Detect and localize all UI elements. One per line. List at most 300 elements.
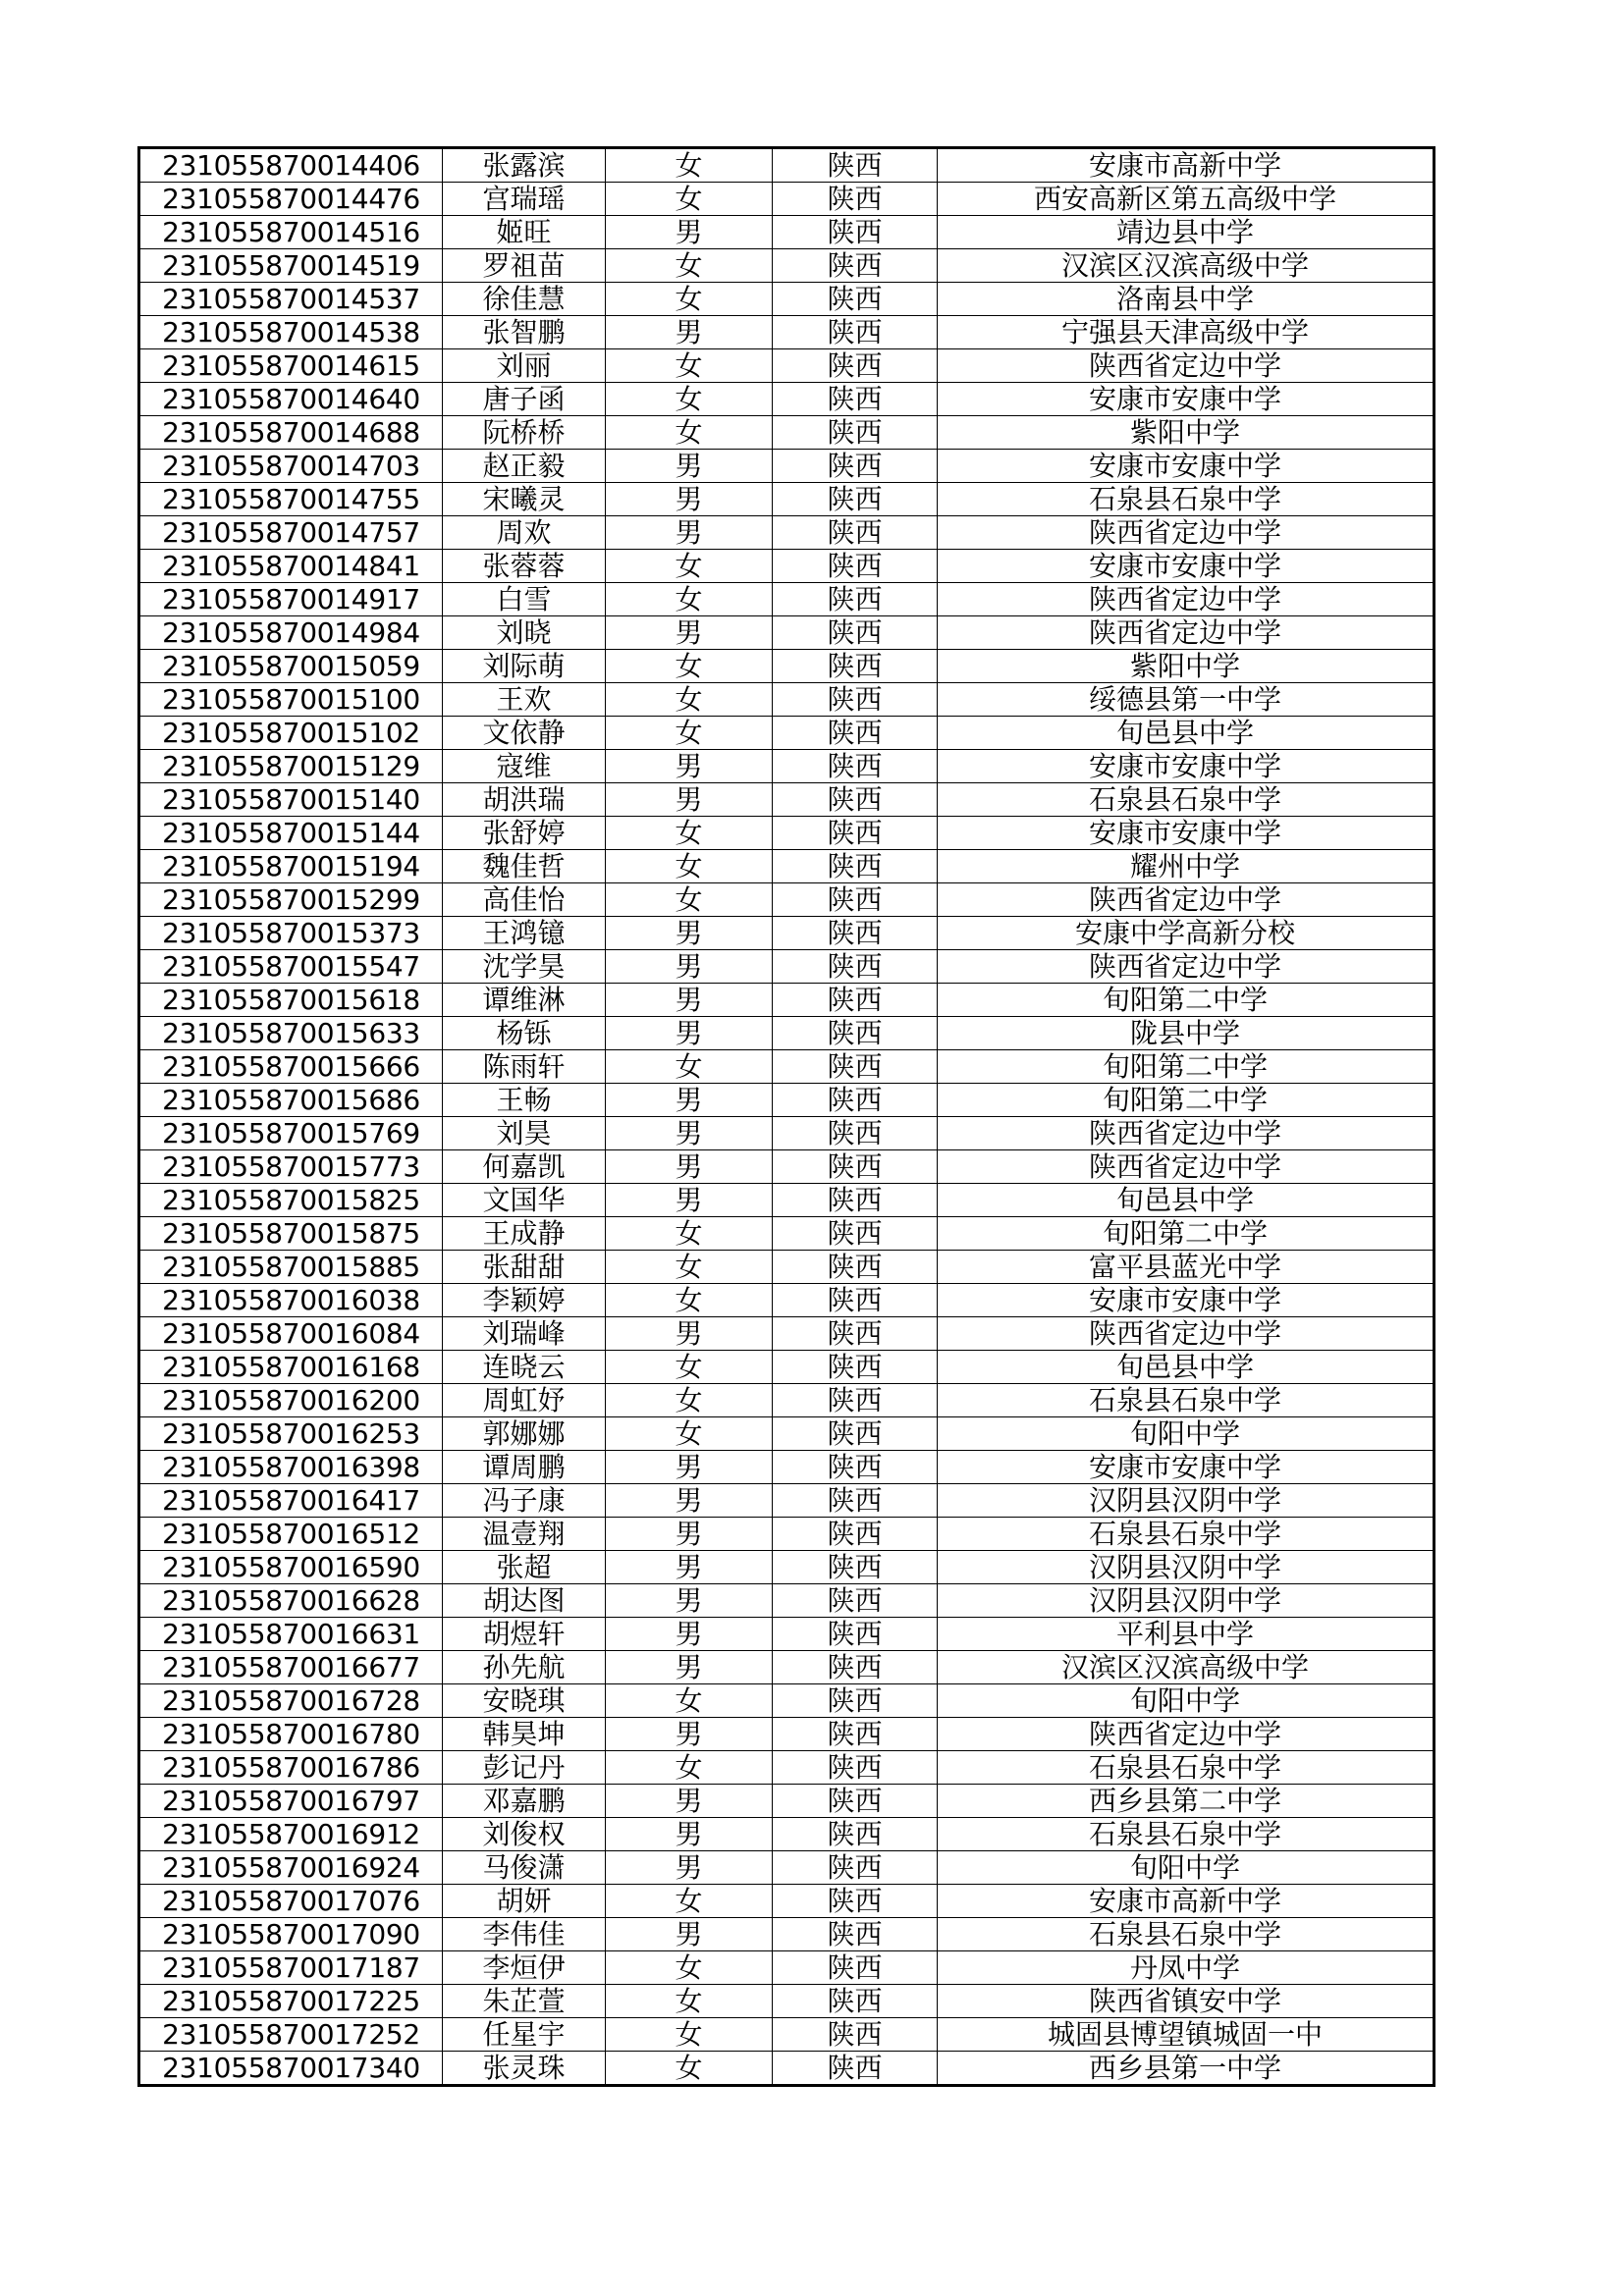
gender-cell: 男: [606, 616, 773, 650]
name-cell: 唐子函: [443, 383, 606, 416]
school-cell: 陕西省定边中学: [938, 583, 1435, 616]
exam-id-cell: 231055870014640: [139, 383, 443, 416]
school-cell: 旬阳中学: [938, 1851, 1435, 1885]
table-row: [139, 1484, 1435, 1518]
school-cell: 旬邑县中学: [938, 1351, 1435, 1384]
province-cell: 陕西: [773, 1351, 938, 1384]
school-cell: 安康市安康中学: [938, 1284, 1435, 1317]
gender-cell: 女: [606, 1251, 773, 1284]
gender-cell: 女: [606, 1751, 773, 1785]
exam-id-cell: 231055870016780: [139, 1718, 443, 1751]
province-cell: 陕西: [773, 950, 938, 984]
table-row: [139, 1751, 1435, 1785]
province-cell: 陕西: [773, 817, 938, 850]
name-cell: 刘瑞峰: [443, 1317, 606, 1351]
table-row: [139, 616, 1435, 650]
gender-cell: 女: [606, 183, 773, 216]
name-cell: 魏佳哲: [443, 850, 606, 883]
exam-id-cell: 231055870016200: [139, 1384, 443, 1417]
table-row: [139, 1851, 1435, 1885]
gender-cell: 女: [606, 1284, 773, 1317]
name-cell: 温壹翔: [443, 1518, 606, 1551]
name-cell: 邓嘉鹏: [443, 1785, 606, 1818]
province-cell: 陕西: [773, 349, 938, 383]
gender-cell: 女: [606, 550, 773, 583]
province-cell: 陕西: [773, 1584, 938, 1618]
exam-id-cell: 231055870016084: [139, 1317, 443, 1351]
province-cell: 陕西: [773, 183, 938, 216]
gender-cell: 男: [606, 1618, 773, 1651]
school-cell: 安康市安康中学: [938, 450, 1435, 483]
exam-id-cell: 231055870015100: [139, 683, 443, 717]
province-cell: 陕西: [773, 1217, 938, 1251]
province-cell: 陕西: [773, 1117, 938, 1150]
name-cell: 刘晓: [443, 616, 606, 650]
table-row: [139, 950, 1435, 984]
school-cell: 安康市高新中学: [938, 1885, 1435, 1918]
province-cell: 陕西: [773, 383, 938, 416]
table-row: [139, 1251, 1435, 1284]
name-cell: 安晓琪: [443, 1684, 606, 1718]
name-cell: 白雪: [443, 583, 606, 616]
school-cell: 汉阴县汉阴中学: [938, 1484, 1435, 1518]
school-cell: 旬阳第二中学: [938, 984, 1435, 1017]
gender-cell: 男: [606, 516, 773, 550]
school-cell: 城固县博望镇城固一中: [938, 2018, 1435, 2052]
gender-cell: 男: [606, 1084, 773, 1117]
gender-cell: 男: [606, 1117, 773, 1150]
exam-id-cell: 231055870015144: [139, 817, 443, 850]
table-row: [139, 1551, 1435, 1584]
table-row: [139, 416, 1435, 450]
table-row: [139, 148, 1435, 183]
exam-id-cell: 231055870015140: [139, 783, 443, 817]
table-row: [139, 1951, 1435, 1985]
exam-id-cell: 231055870014406: [139, 148, 443, 183]
school-cell: 旬邑县中学: [938, 717, 1435, 750]
name-cell: 刘昊: [443, 1117, 606, 1150]
name-cell: 朱芷萱: [443, 1985, 606, 2018]
name-cell: 陈雨轩: [443, 1050, 606, 1084]
table-row: [139, 783, 1435, 817]
exam-id-cell: 231055870016628: [139, 1584, 443, 1618]
table-row: [139, 1584, 1435, 1618]
province-cell: 陕西: [773, 917, 938, 950]
name-cell: 文依静: [443, 717, 606, 750]
school-cell: 安康市高新中学: [938, 148, 1435, 183]
province-cell: 陕西: [773, 483, 938, 516]
school-cell: 陇县中学: [938, 1017, 1435, 1050]
exam-id-cell: 231055870014841: [139, 550, 443, 583]
name-cell: 冯子康: [443, 1484, 606, 1518]
name-cell: 孙先航: [443, 1651, 606, 1684]
school-cell: 陕西省定边中学: [938, 950, 1435, 984]
province-cell: 陕西: [773, 1050, 938, 1084]
table-row: [139, 249, 1435, 283]
name-cell: 李烜伊: [443, 1951, 606, 1985]
exam-id-cell: 231055870015773: [139, 1150, 443, 1184]
school-cell: 石泉县石泉中学: [938, 783, 1435, 817]
school-cell: 平利县中学: [938, 1618, 1435, 1651]
gender-cell: 男: [606, 1918, 773, 1951]
province-cell: 陕西: [773, 1718, 938, 1751]
table-row: [139, 1918, 1435, 1951]
school-cell: 靖边县中学: [938, 216, 1435, 249]
school-cell: 旬阳第二中学: [938, 1084, 1435, 1117]
province-cell: 陕西: [773, 1451, 938, 1484]
province-cell: 陕西: [773, 450, 938, 483]
table-row: [139, 717, 1435, 750]
exam-id-cell: 231055870014516: [139, 216, 443, 249]
gender-cell: 男: [606, 316, 773, 349]
school-cell: 陕西省镇安中学: [938, 1985, 1435, 2018]
exam-id-cell: 231055870017225: [139, 1985, 443, 2018]
name-cell: 张舒婷: [443, 817, 606, 850]
table-row: [139, 2018, 1435, 2052]
exam-id-cell: 231055870015686: [139, 1084, 443, 1117]
province-cell: 陕西: [773, 2052, 938, 2086]
name-cell: 寇维: [443, 750, 606, 783]
school-cell: 西乡县第一中学: [938, 2052, 1435, 2086]
province-cell: 陕西: [773, 516, 938, 550]
gender-cell: 女: [606, 1351, 773, 1384]
name-cell: 胡达图: [443, 1584, 606, 1618]
province-cell: 陕西: [773, 717, 938, 750]
name-cell: 马俊潇: [443, 1851, 606, 1885]
exam-id-cell: 231055870017076: [139, 1885, 443, 1918]
exam-id-cell: 231055870015666: [139, 1050, 443, 1084]
table-row: [139, 917, 1435, 950]
table-row: [139, 1150, 1435, 1184]
school-cell: 汉滨区汉滨高级中学: [938, 249, 1435, 283]
province-cell: 陕西: [773, 2018, 938, 2052]
table-row: [139, 1084, 1435, 1117]
school-cell: 陕西省定边中学: [938, 883, 1435, 917]
table-row: [139, 1184, 1435, 1217]
student-table: [137, 146, 1435, 2087]
table-row: [139, 683, 1435, 717]
table-row: [139, 283, 1435, 316]
table-row: [139, 1217, 1435, 1251]
school-cell: 旬阳中学: [938, 1684, 1435, 1718]
table-row: [139, 1017, 1435, 1050]
province-cell: 陕西: [773, 783, 938, 817]
name-cell: 刘丽: [443, 349, 606, 383]
school-cell: 陕西省定边中学: [938, 1150, 1435, 1184]
table-row: [139, 583, 1435, 616]
school-cell: 紫阳中学: [938, 650, 1435, 683]
school-cell: 石泉县石泉中学: [938, 1818, 1435, 1851]
school-cell: 紫阳中学: [938, 416, 1435, 450]
school-cell: 西乡县第二中学: [938, 1785, 1435, 1818]
name-cell: 连晓云: [443, 1351, 606, 1384]
gender-cell: 男: [606, 1851, 773, 1885]
gender-cell: 女: [606, 249, 773, 283]
table-row: [139, 483, 1435, 516]
exam-id-cell: 231055870016038: [139, 1284, 443, 1317]
name-cell: 张甜甜: [443, 1251, 606, 1284]
province-cell: 陕西: [773, 683, 938, 717]
gender-cell: 女: [606, 148, 773, 183]
gender-cell: 男: [606, 1785, 773, 1818]
gender-cell: 女: [606, 883, 773, 917]
table-row: [139, 1451, 1435, 1484]
name-cell: 王欢: [443, 683, 606, 717]
table-row: [139, 349, 1435, 383]
table-row: [139, 1351, 1435, 1384]
name-cell: 王畅: [443, 1084, 606, 1117]
province-cell: 陕西: [773, 1751, 938, 1785]
province-cell: 陕西: [773, 1084, 938, 1117]
gender-cell: 女: [606, 349, 773, 383]
name-cell: 彭记丹: [443, 1751, 606, 1785]
school-cell: 安康市安康中学: [938, 750, 1435, 783]
name-cell: 徐佳慧: [443, 283, 606, 316]
name-cell: 张智鹏: [443, 316, 606, 349]
name-cell: 胡妍: [443, 1885, 606, 1918]
gender-cell: 女: [606, 850, 773, 883]
school-cell: 汉阴县汉阴中学: [938, 1551, 1435, 1584]
gender-cell: 女: [606, 650, 773, 683]
exam-id-cell: 231055870014984: [139, 616, 443, 650]
table-row: [139, 1384, 1435, 1417]
province-cell: 陕西: [773, 283, 938, 316]
province-cell: 陕西: [773, 1150, 938, 1184]
name-cell: 张蓉蓉: [443, 550, 606, 583]
table-row: [139, 550, 1435, 583]
province-cell: 陕西: [773, 583, 938, 616]
school-cell: 陕西省定边中学: [938, 1718, 1435, 1751]
exam-id-cell: 231055870015825: [139, 1184, 443, 1217]
table-row: [139, 2052, 1435, 2086]
gender-cell: 男: [606, 483, 773, 516]
school-cell: 陕西省定边中学: [938, 349, 1435, 383]
table-row: [139, 183, 1435, 216]
province-cell: 陕西: [773, 1918, 938, 1951]
exam-id-cell: 231055870016786: [139, 1751, 443, 1785]
school-cell: 丹凤中学: [938, 1951, 1435, 1985]
province-cell: 陕西: [773, 316, 938, 349]
name-cell: 胡煜轩: [443, 1618, 606, 1651]
province-cell: 陕西: [773, 750, 938, 783]
table-row: [139, 1618, 1435, 1651]
exam-id-cell: 231055870015618: [139, 984, 443, 1017]
gender-cell: 男: [606, 1718, 773, 1751]
gender-cell: 男: [606, 750, 773, 783]
province-cell: 陕西: [773, 148, 938, 183]
table-row: [139, 216, 1435, 249]
province-cell: 陕西: [773, 1417, 938, 1451]
province-cell: 陕西: [773, 1384, 938, 1417]
name-cell: 张露滨: [443, 148, 606, 183]
gender-cell: 女: [606, 583, 773, 616]
school-cell: 绥德县第一中学: [938, 683, 1435, 717]
name-cell: 韩昊坤: [443, 1718, 606, 1751]
gender-cell: 男: [606, 950, 773, 984]
exam-id-cell: 231055870016797: [139, 1785, 443, 1818]
gender-cell: 男: [606, 984, 773, 1017]
gender-cell: 男: [606, 1551, 773, 1584]
gender-cell: 女: [606, 1217, 773, 1251]
exam-id-cell: 231055870014917: [139, 583, 443, 616]
table-row: [139, 1818, 1435, 1851]
gender-cell: 男: [606, 1484, 773, 1518]
exam-id-cell: 231055870016253: [139, 1417, 443, 1451]
school-cell: 旬阳中学: [938, 1417, 1435, 1451]
exam-id-cell: 231055870015129: [139, 750, 443, 783]
exam-id-cell: 231055870014519: [139, 249, 443, 283]
exam-id-cell: 231055870014703: [139, 450, 443, 483]
table-row: [139, 1317, 1435, 1351]
table-row: [139, 1684, 1435, 1718]
exam-id-cell: 231055870016590: [139, 1551, 443, 1584]
school-cell: 石泉县石泉中学: [938, 483, 1435, 516]
school-cell: 宁强县天津高级中学: [938, 316, 1435, 349]
province-cell: 陕西: [773, 1851, 938, 1885]
gender-cell: 男: [606, 1451, 773, 1484]
province-cell: 陕西: [773, 1184, 938, 1217]
exam-id-cell: 231055870014755: [139, 483, 443, 516]
province-cell: 陕西: [773, 1651, 938, 1684]
name-cell: 高佳怡: [443, 883, 606, 917]
exam-id-cell: 231055870017187: [139, 1951, 443, 1985]
name-cell: 刘际萌: [443, 650, 606, 683]
exam-id-cell: 231055870015059: [139, 650, 443, 683]
name-cell: 沈学昊: [443, 950, 606, 984]
province-cell: 陕西: [773, 1017, 938, 1050]
name-cell: 胡洪瑞: [443, 783, 606, 817]
province-cell: 陕西: [773, 1818, 938, 1851]
name-cell: 郭娜娜: [443, 1417, 606, 1451]
exam-id-cell: 231055870015885: [139, 1251, 443, 1284]
name-cell: 罗祖苗: [443, 249, 606, 283]
table-row: [139, 516, 1435, 550]
name-cell: 赵正毅: [443, 450, 606, 483]
name-cell: 张灵珠: [443, 2052, 606, 2086]
exam-id-cell: 231055870015547: [139, 950, 443, 984]
table-body: [139, 148, 1435, 2086]
gender-cell: 男: [606, 783, 773, 817]
province-cell: 陕西: [773, 1684, 938, 1718]
gender-cell: 男: [606, 1651, 773, 1684]
name-cell: 阮桥桥: [443, 416, 606, 450]
school-cell: 旬阳第二中学: [938, 1217, 1435, 1251]
table-row: [139, 1417, 1435, 1451]
exam-id-cell: 231055870014538: [139, 316, 443, 349]
province-cell: 陕西: [773, 550, 938, 583]
province-cell: 陕西: [773, 216, 938, 249]
school-cell: 石泉县石泉中学: [938, 1751, 1435, 1785]
exam-id-cell: 231055870017340: [139, 2052, 443, 2086]
gender-cell: 女: [606, 416, 773, 450]
table-row: [139, 650, 1435, 683]
exam-id-cell: 231055870017252: [139, 2018, 443, 2052]
school-cell: 陕西省定边中学: [938, 1317, 1435, 1351]
gender-cell: 女: [606, 1951, 773, 1985]
school-cell: 安康市安康中学: [938, 383, 1435, 416]
gender-cell: 男: [606, 1518, 773, 1551]
exam-id-cell: 231055870015875: [139, 1217, 443, 1251]
name-cell: 刘俊权: [443, 1818, 606, 1851]
school-cell: 石泉县石泉中学: [938, 1918, 1435, 1951]
school-cell: 汉滨区汉滨高级中学: [938, 1651, 1435, 1684]
school-cell: 安康市安康中学: [938, 817, 1435, 850]
gender-cell: 女: [606, 1684, 773, 1718]
table-row: [139, 883, 1435, 917]
exam-id-cell: 231055870016677: [139, 1651, 443, 1684]
school-cell: 富平县蓝光中学: [938, 1251, 1435, 1284]
school-cell: 石泉县石泉中学: [938, 1518, 1435, 1551]
school-cell: 安康中学高新分校: [938, 917, 1435, 950]
province-cell: 陕西: [773, 1618, 938, 1651]
exam-id-cell: 231055870016924: [139, 1851, 443, 1885]
name-cell: 周虹妤: [443, 1384, 606, 1417]
school-cell: 西安高新区第五高级中学: [938, 183, 1435, 216]
gender-cell: 男: [606, 917, 773, 950]
province-cell: 陕西: [773, 1551, 938, 1584]
table-row: [139, 1518, 1435, 1551]
table-row: [139, 984, 1435, 1017]
name-cell: 宋曦灵: [443, 483, 606, 516]
name-cell: 姬旺: [443, 216, 606, 249]
table-row: [139, 1985, 1435, 2018]
gender-cell: 女: [606, 383, 773, 416]
exam-id-cell: 231055870016398: [139, 1451, 443, 1484]
gender-cell: 女: [606, 2018, 773, 2052]
table-row: [139, 750, 1435, 783]
province-cell: 陕西: [773, 984, 938, 1017]
province-cell: 陕西: [773, 416, 938, 450]
school-cell: 汉阴县汉阴中学: [938, 1584, 1435, 1618]
name-cell: 文国华: [443, 1184, 606, 1217]
gender-cell: 男: [606, 450, 773, 483]
gender-cell: 女: [606, 1885, 773, 1918]
gender-cell: 女: [606, 1417, 773, 1451]
gender-cell: 男: [606, 216, 773, 249]
name-cell: 王鸿镱: [443, 917, 606, 950]
province-cell: 陕西: [773, 883, 938, 917]
school-cell: 陕西省定边中学: [938, 616, 1435, 650]
table-row: [139, 1050, 1435, 1084]
province-cell: 陕西: [773, 1518, 938, 1551]
gender-cell: 男: [606, 1184, 773, 1217]
name-cell: 宫瑞瑶: [443, 183, 606, 216]
gender-cell: 女: [606, 283, 773, 316]
school-cell: 陕西省定边中学: [938, 1117, 1435, 1150]
province-cell: 陕西: [773, 1951, 938, 1985]
gender-cell: 女: [606, 683, 773, 717]
exam-id-cell: 231055870016168: [139, 1351, 443, 1384]
gender-cell: 女: [606, 1384, 773, 1417]
exam-id-cell: 231055870014537: [139, 283, 443, 316]
table-row: [139, 383, 1435, 416]
exam-id-cell: 231055870014688: [139, 416, 443, 450]
name-cell: 何嘉凯: [443, 1150, 606, 1184]
name-cell: 周欢: [443, 516, 606, 550]
gender-cell: 女: [606, 1985, 773, 2018]
school-cell: 旬阳第二中学: [938, 1050, 1435, 1084]
school-cell: 石泉县石泉中学: [938, 1384, 1435, 1417]
exam-id-cell: 231055870015769: [139, 1117, 443, 1150]
exam-id-cell: 231055870015373: [139, 917, 443, 950]
name-cell: 王成静: [443, 1217, 606, 1251]
exam-id-cell: 231055870014757: [139, 516, 443, 550]
table-row: [139, 1117, 1435, 1150]
exam-id-cell: 231055870016417: [139, 1484, 443, 1518]
name-cell: 谭周鹏: [443, 1451, 606, 1484]
table-row: [139, 316, 1435, 349]
gender-cell: 男: [606, 1150, 773, 1184]
